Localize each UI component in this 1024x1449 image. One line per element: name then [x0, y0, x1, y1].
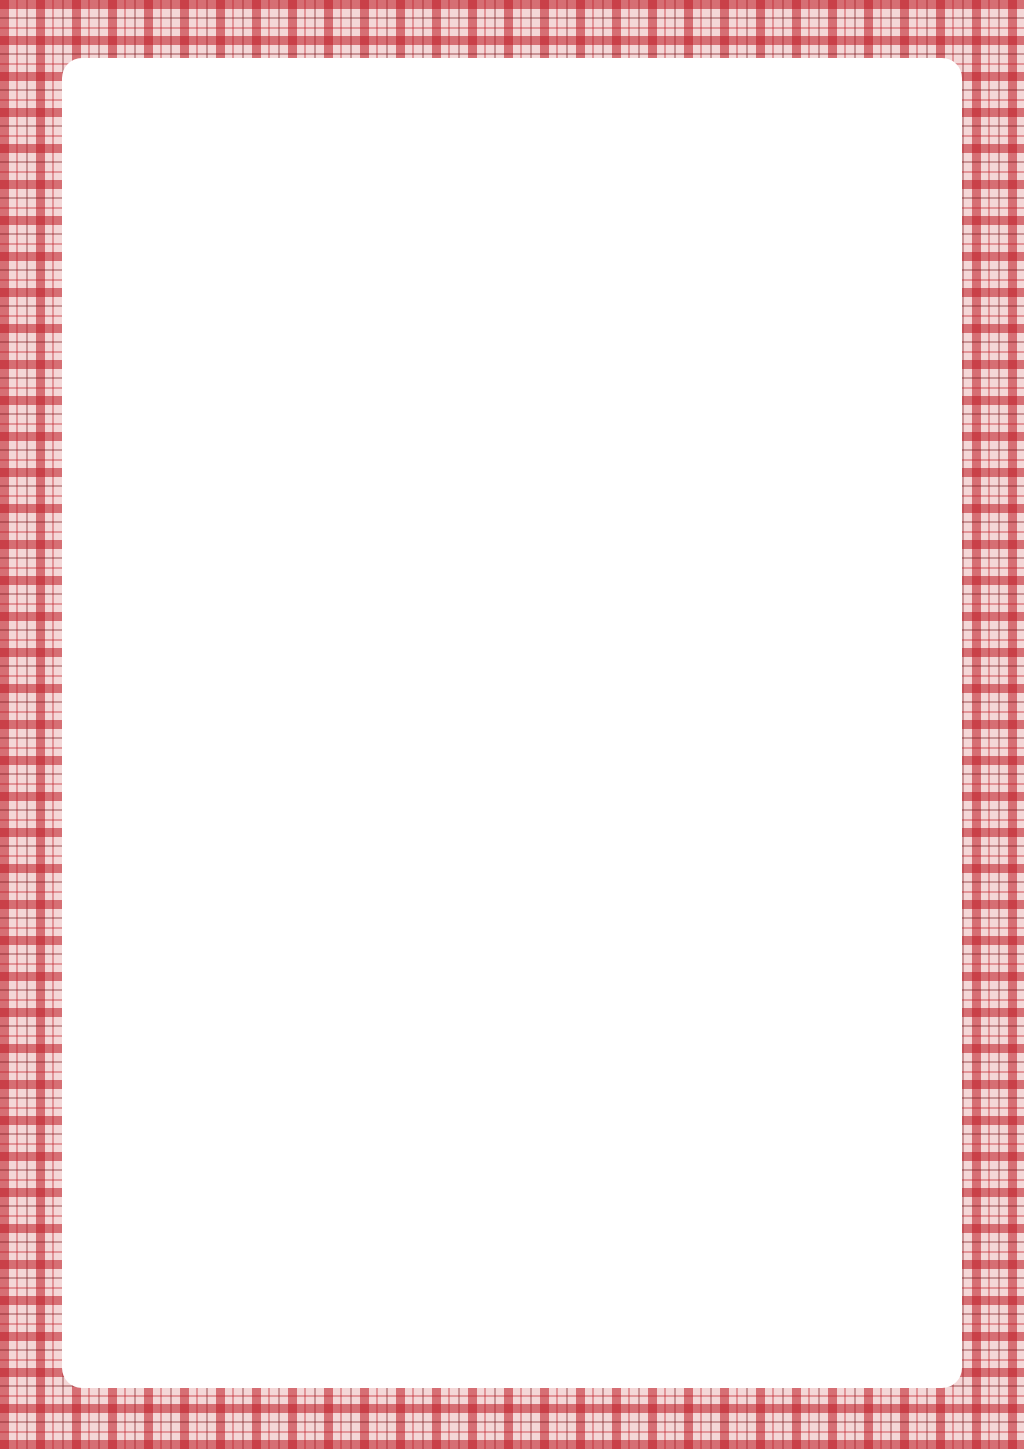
paper-sheet: [98, 92, 926, 1352]
document-body: [117, 164, 917, 166]
